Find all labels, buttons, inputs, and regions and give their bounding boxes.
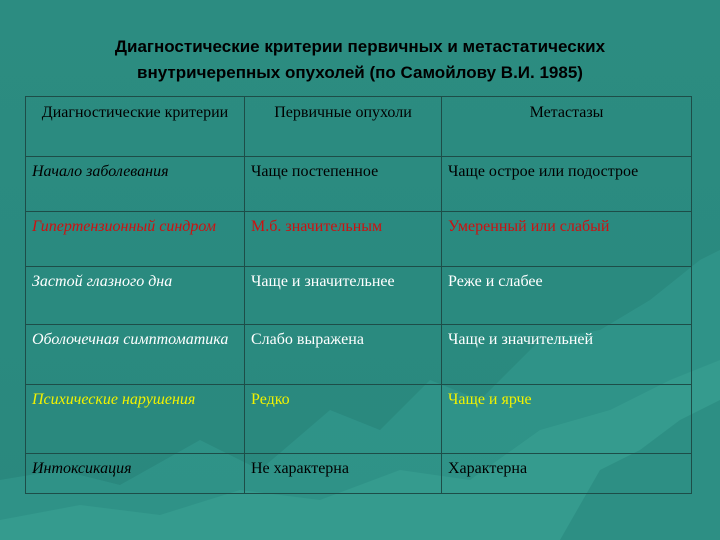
row-primary: Чаще и значительнее [245,267,442,325]
row-criterion: Интоксикация [26,454,245,494]
row-metastases: Характерна [442,454,692,494]
row-criterion: Начало заболевания [26,157,245,212]
row-criterion: Оболочечная симптоматика [26,325,245,385]
table-row [26,385,692,454]
header-primary: Первичные опухоли [245,97,442,157]
row-metastases: Реже и слабее [442,267,692,325]
row-primary: Не характерна [245,454,442,494]
row-criterion: Застой глазного дна [26,267,245,325]
title-line-2: внутричерепных опухолей (по Самойлову В.И. 1985) [137,63,583,82]
table-row [26,212,692,267]
row-primary: Слабо выражена [245,325,442,385]
row-primary: Чаще постепенное [245,157,442,212]
title-line-1: Диагностические критерии первичных и метастатических [114,37,606,56]
table-header-row [26,97,692,157]
slide-title [40,34,680,86]
table-row [26,454,692,494]
table-row [26,325,692,385]
row-metastases: Чаще и значительней [442,325,692,385]
table-row [26,267,692,325]
row-metastases: Умеренный или слабый [442,212,692,267]
header-criteria: Диагностические критерии [26,97,245,157]
row-primary: М.б. значительным [245,212,442,267]
row-metastases: Чаще и ярче [442,385,692,454]
row-metastases: Чаще острое или подострое [442,157,692,212]
row-primary: Редко [245,385,442,454]
table-row [26,157,692,212]
header-metastases: Метастазы [442,97,692,157]
row-criterion: Психические нарушения [26,385,245,454]
criteria-table [25,96,692,494]
row-criterion: Гипертензионный синдром [26,212,245,267]
